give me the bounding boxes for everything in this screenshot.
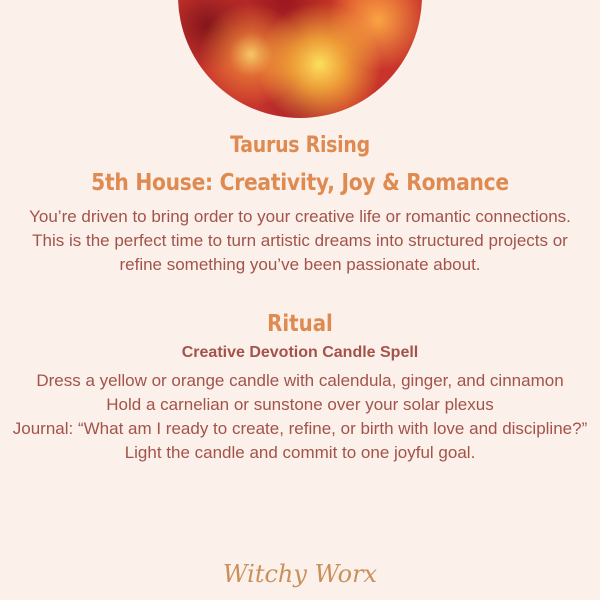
sign-title: Taurus Rising <box>230 133 370 158</box>
brand-logo: Witchy Worx <box>222 560 378 588</box>
ritual-step: Dress a yellow or orange candle with calendula, ginger, and cinnamon <box>36 371 564 390</box>
ritual-step: Journal: “What am I ready to create, refine, or birth with love and discipline?” <box>12 419 588 438</box>
house-title: 5th House: Creativity, Joy & Romance <box>91 170 509 196</box>
ritual-steps <box>0 369 600 465</box>
moon-image <box>178 0 422 118</box>
spell-title: Creative Devotion Candle Spell <box>181 344 419 361</box>
ritual-step: Hold a carnelian or sunstone over your solar plexus <box>106 395 494 414</box>
ritual-heading: Ritual <box>267 311 333 337</box>
ritual-step: Light the candle and commit to one joyful goal. <box>124 443 476 462</box>
house-description: You’re driven to bring order to your creative life or romantic connections. This is the perfect time to turn artistic dreams into structured projects or refine something you’ve been passionate about. <box>29 207 571 274</box>
